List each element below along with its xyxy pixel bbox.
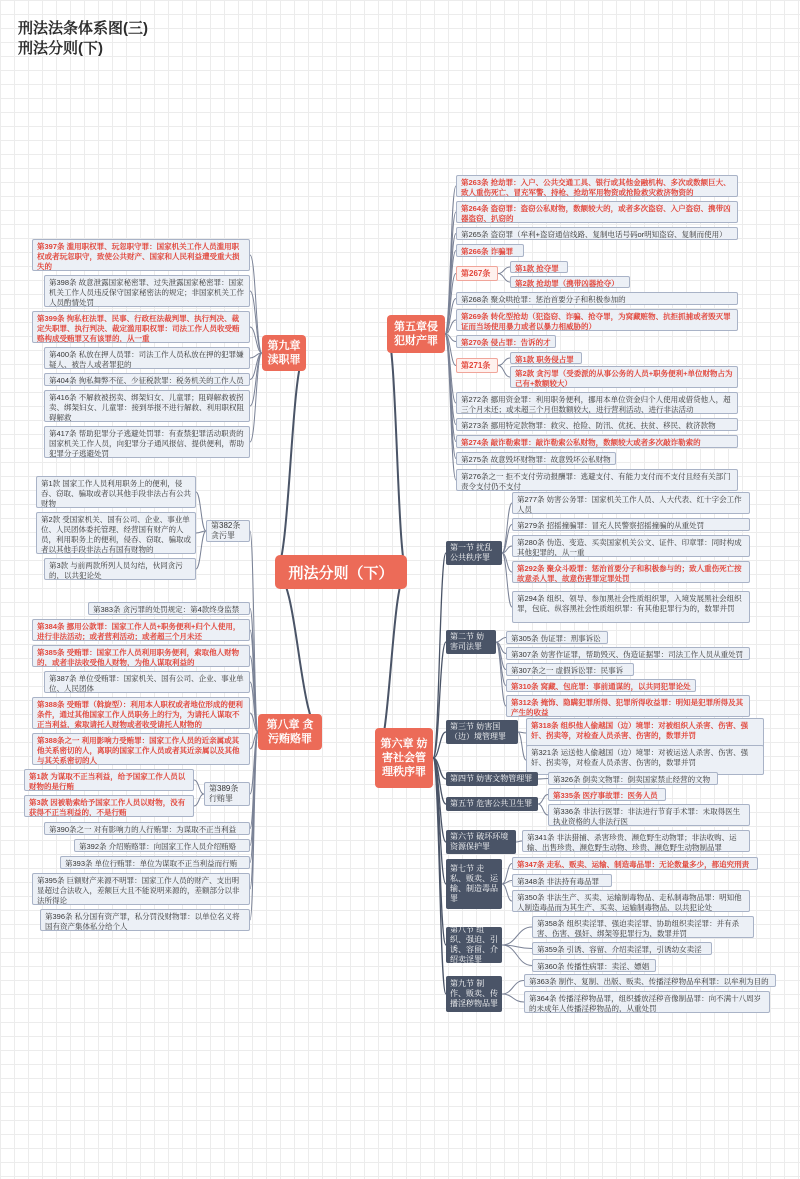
article-274-node[interactable]: 第274条 敲诈勒索罪：敲诈勒索公私财物，数额较大或者多次敲诈勒索的	[456, 435, 738, 448]
article-382-node[interactable]: 第382条 贪污罪	[206, 520, 250, 542]
article-265-node[interactable]: 第265条 盗窃罪（牟利+盗窃通信线路、复制电话号码or明知盗窃、复制而使用）	[456, 227, 738, 240]
article-276-1-node[interactable]: 第276条之一 拒不支付劳动报酬罪：逃避支付、有能力支付而不支付且经有关部门责令支付仍不支付	[456, 469, 738, 491]
connector-line	[502, 884, 512, 901]
connector-line	[433, 553, 446, 758]
connector-line	[538, 779, 548, 780]
article-310-node[interactable]: 第310条 窝藏、包庇罪：事前通谋的，以共同犯罪论处	[506, 679, 696, 692]
connector-line	[538, 804, 548, 815]
section-2-node[interactable]: 第二节 妨害司法罪	[446, 630, 496, 654]
article-271-clause-2-node[interactable]: 第2款 贪污罪（受委派的从事公务的人员+职务便利+单位财物占为己有+数额较大）	[510, 366, 738, 388]
article-383-node[interactable]: 第383条 贪污罪的处罚规定：第4款终身监禁	[88, 602, 250, 615]
chapter-6-node[interactable]: 第六章 妨害社会管理秩序罪	[375, 728, 433, 788]
article-398-node[interactable]: 第398条 故意泄露国家秘密罪、过失泄露国家秘密罪：国家机关工作人员违反保守国家秘密法的规定；非国家机关工作人员酌情处罚	[44, 275, 250, 307]
connector-line	[538, 795, 548, 805]
article-385-node[interactable]: 第385条 受贿罪：国家工作人员利用职务便利，索取他人财物的，或者非法收受他人财物，为他人谋取利益的	[32, 645, 250, 667]
connector-line	[498, 358, 510, 366]
article-389-node[interactable]: 第389条 行贿罪	[204, 782, 250, 806]
article-279-node[interactable]: 第279条 招摇撞骗罪：冒充人民警察招摇撞骗的从重处罚	[512, 518, 750, 531]
article-267-node[interactable]: 第267条	[456, 266, 498, 281]
article-277-node[interactable]: 第277条 妨害公务罪：国家机关工作人员、人大代表、红十字会工作人员	[512, 492, 750, 514]
diagram-subtitle: 刑法分则(下)	[18, 40, 103, 57]
connector-line	[498, 267, 510, 274]
connector-line	[502, 927, 532, 945]
article-326-node[interactable]: 第326条 倒卖文物罪：倒卖国家禁止经营的文物	[548, 772, 718, 785]
article-347-node[interactable]: 第347条 走私、贩卖、运输、制造毒品罪：无论数量多少，都追究刑责	[512, 857, 758, 870]
article-360-node[interactable]: 第360条 传播性病罪：卖淫、嫖娼	[532, 959, 656, 972]
article-382-clause-2-node[interactable]: 第2款 受国家机关、国有公司、企业、事业单位、人民团体委托管理、经营国有财产的人员，利用职务上的便利，侵吞、窃取、骗取或者以其他手段非法占有国有财物的	[36, 512, 196, 554]
article-268-node[interactable]: 第268条 聚众哄抢罪：惩治首要分子和积极参加的	[456, 292, 738, 305]
chapter-9-node[interactable]: 第九章渎职罪	[262, 335, 306, 371]
article-267-clause-2-node[interactable]: 第2款 抢劫罪（携带凶器抢夺）	[510, 276, 630, 288]
section-4-node[interactable]: 第四节 妨害文物管理罪	[446, 772, 538, 786]
article-269-node[interactable]: 第269条 转化型抢劫（犯盗窃、诈骗、抢夺罪，为窝藏赃物、抗拒抓捕或者毁灭罪证而当场使用暴力或者以暴力相威胁的）	[456, 309, 738, 331]
article-382-clause-1-node[interactable]: 第1款 国家工作人员利用职务上的便利，侵吞、窃取、骗取或者以其他手段非法占有公共财物	[36, 476, 196, 508]
connector-line	[498, 366, 510, 378]
section-3-node[interactable]: 第三节 妨害国（边）境管理罪	[446, 720, 518, 744]
section-5-node[interactable]: 第五节 危害公共卫生罪	[446, 797, 538, 811]
article-307-node[interactable]: 第307条 妨害作证罪，帮助毁灭、伪造证据罪：司法工作人员从重处罚	[506, 647, 750, 660]
connector-line	[502, 994, 524, 1002]
connector-line	[194, 780, 204, 794]
article-266-node[interactable]: 第266条 诈骗罪	[456, 244, 524, 257]
article-387-node[interactable]: 第387条 单位受贿罪：国家机关、国有公司、企业、事业单位、人民团体	[44, 671, 250, 693]
article-305-node[interactable]: 第305条 伪证罪：刑事诉讼	[506, 631, 608, 644]
section-9-node[interactable]: 第九节 制作、贩卖、传播淫秽物品罪	[446, 976, 502, 1012]
article-363-node[interactable]: 第363条 制作、复制、出版、贩卖、传播淫秽物品牟利罪：以牟利为目的	[524, 974, 776, 987]
article-336-node[interactable]: 第336条 非法行医罪：非法进行节育手术罪：未取得医生执业资格的人非法行医	[548, 804, 750, 826]
connector-line	[502, 503, 512, 553]
connector-line	[387, 334, 407, 572]
article-271-clause-1-node[interactable]: 第1款 职务侵占罪	[510, 352, 582, 364]
section-6-node[interactable]: 第六节 破坏环境资源保护罪	[446, 830, 516, 854]
article-382-clause-3-node[interactable]: 第3款 与前两款所列人员勾结，伙同贪污的，以共犯论处	[44, 558, 196, 580]
article-350-node[interactable]: 第350条 非法生产、买卖、运输制毒物品、走私制毒物品罪：明知他人制造毒品而为其生产、买卖、运输制毒物品，以共犯论处	[512, 890, 750, 912]
article-358-node[interactable]: 第358条 组织卖淫罪、强迫卖淫罪、协助组织卖淫罪：并有杀害、伤害、强奸、绑架等犯罪行为，数罪并罚	[532, 916, 754, 938]
article-280-node[interactable]: 第280条 伪造、变造、买卖国家机关公文、证件、印章罪：同时构成其他犯罪的，从一重	[512, 535, 750, 557]
article-364-node[interactable]: 第364条 传播淫秽物品罪，组织播放淫秽音像制品罪：向不满十八周岁的未成年人传播淫秽物品的，从重处罚	[524, 991, 770, 1013]
article-264-node[interactable]: 第264条 盗窃罪：盗窃公私财物，数额较大的，或者多次盗窃、入户盗窃、携带凶器盗窃、扒窃的	[456, 201, 738, 223]
article-393-node[interactable]: 第393条 单位行贿罪：单位为谋取不正当利益而行贿	[60, 856, 250, 869]
article-388-node[interactable]: 第388条 受贿罪（斡旋型）：利用本人职权或者地位形成的便利条件，通过其他国家工作人员职务上的行为，为请托人谋取不正当利益，索取请托人财物或者收受请托人财物的	[32, 697, 250, 729]
connector-line	[502, 981, 524, 995]
article-389-clause-3-node[interactable]: 第3款 因被勒索给予国家工作人员以财物，没有获得不正当利益的，不是行贿	[24, 795, 194, 817]
connector-line	[194, 794, 204, 806]
article-307-1-node[interactable]: 第307条之一 虚假诉讼罪：民事诉	[506, 663, 634, 676]
connector-line	[275, 572, 322, 732]
article-388-1-node[interactable]: 第388条之一 利用影响力受贿罪：国家工作人员的近亲属或其他关系密切的人，离职的国家工作人员或者其近亲属以及其他与其关系密切的人	[32, 733, 250, 765]
connector-line	[502, 881, 512, 885]
article-390-1-node[interactable]: 第390条之一 对有影响力的人行贿罪：为谋取不正当利益	[44, 822, 250, 835]
article-273-node[interactable]: 第273条 挪用特定款物罪：救灾、抢险、防汛、优抚、扶贫、移民、救济款物	[456, 418, 738, 431]
article-384-node[interactable]: 第384条 挪用公款罪：国家工作人员+职务便利+归个人使用，进行非法活动；或者营利活动；或者超三个月未还	[32, 619, 250, 641]
article-271-node[interactable]: 第271条	[456, 358, 498, 373]
article-417-node[interactable]: 第417条 帮助犯罪分子逃避处罚罪：有查禁犯罪活动职责的国家机关工作人员，向犯罪分子通风报信、提供便利，帮助犯罪分子逃避处罚	[44, 426, 250, 458]
article-294-node[interactable]: 第294条 组织、领导、参加黑社会性质组织罪，入境发展黑社会组织罪，包庇、纵容黑社会性质组织罪：有其他犯罪行为的，数罪并罚	[512, 591, 750, 623]
chapter-8-node[interactable]: 第八章 贪污贿赂罪	[258, 714, 322, 750]
article-321-node[interactable]: 第321条 运送他人偷越国（边）境罪：对被运送人杀害、伤害、强奸、拐卖等，对检查人员杀害、伤害的，数罪并罚	[526, 745, 764, 775]
connector-line	[275, 353, 306, 572]
article-400-node[interactable]: 第400条 私放在押人员罪：司法工作人员私放在押的犯罪嫌疑人、被告人或者罪犯的	[44, 347, 250, 369]
article-263-node[interactable]: 第263条 抢劫罪：入户、公共交通工具、银行或其他金融机构、多次或数额巨大、致人重伤死亡、冒充军警、持枪、抢劫军用物资或抢险救灾救济物资的	[456, 175, 738, 197]
connector-line	[196, 531, 206, 569]
article-318-node[interactable]: 第318条 组织他人偷越国（边）境罪：对被组织人杀害、伤害、强奸、拐卖等，对检查人员杀害、伤害的，数罪并罚	[526, 718, 764, 748]
article-399-node[interactable]: 第399条 徇私枉法罪、民事、行政枉法裁判罪、执行判决、裁定失职罪、执行判决、裁定滥用职权罪：司法工作人员收受贿赂构成受贿罪又有该罪的，从一重	[32, 311, 250, 343]
article-404-node[interactable]: 第404条 徇私舞弊不征、少征税款罪：税务机关的工作人员	[44, 373, 250, 386]
center-node[interactable]: 刑法分则（下）	[275, 555, 407, 589]
connector-line	[496, 638, 506, 643]
article-272-node[interactable]: 第272条 挪用资金罪：利用职务便利，挪用本单位资金归个人使用或借贷他人，超三个月未还；或未超三个月但数额较大，进行营利活动、进行非法活动	[456, 392, 738, 414]
connector-line	[496, 642, 506, 706]
connector-line	[445, 334, 456, 480]
connector-line	[518, 732, 526, 760]
article-397-node[interactable]: 第397条 滥用职权罪、玩忽职守罪：国家机关工作人员滥用职权或者玩忽职守，致使公共财产、国家和人民利益遭受重大损失的	[32, 239, 250, 271]
article-395-node[interactable]: 第395条 巨额财产来源不明罪：国家工作人员的财产、支出明显超过合法收入，差额巨大且不能说明来源的，差额部分以非法所得论	[32, 873, 250, 905]
section-1-node[interactable]: 第一节 扰乱公共秩序罪	[446, 541, 502, 565]
connector-line	[196, 492, 206, 531]
article-292-node[interactable]: 第292条 聚众斗殴罪：惩治首要分子和积极参与的；致人重伤死亡按故意杀人罪、故意伤害罪定罪处罚	[512, 561, 750, 583]
article-267-clause-1-node[interactable]: 第1款 抢夺罪	[510, 261, 568, 273]
diagram-title: 刑法法条体系图(三)	[18, 20, 148, 37]
article-312-node[interactable]: 第312条 掩饰、隐瞒犯罪所得、犯罪所得收益罪：明知是犯罪所得及其产生的收益	[506, 695, 750, 717]
article-348-node[interactable]: 第348条 非法持有毒品罪	[512, 874, 612, 887]
article-359-node[interactable]: 第359条 引诱、容留、介绍卖淫罪，引诱幼女卖淫	[532, 942, 712, 955]
connector-line	[498, 274, 510, 283]
article-270-node[interactable]: 第270条 侵占罪：告诉的才	[456, 335, 556, 348]
section-7-node[interactable]: 第七节 走私、贩卖、运输、制造毒品罪	[446, 859, 502, 909]
article-335-node[interactable]: 第335条 医疗事故罪：医务人员	[548, 788, 666, 801]
article-341-node[interactable]: 第341条 非法猎捕、杀害珍贵、濒危野生动物罪；非法收购、运输、出售珍贵、濒危野生动物、珍贵、濒危野生动物制品罪	[522, 830, 750, 852]
section-8-node[interactable]: 第八节 组织、强迫、引诱、容留、介绍卖淫罪	[446, 927, 502, 963]
article-416-node[interactable]: 第416条 不解救被拐卖、绑架妇女、儿童罪；阻碍解救被拐卖、绑架妇女、儿童罪：接到举报不进行解救、利用职权阻碍解救	[44, 390, 250, 422]
chapter-5-node[interactable]: 第五章侵犯财产罪	[387, 315, 445, 353]
article-396-node[interactable]: 第396条 私分国有资产罪，私分罚没财物罪：以单位名义将国有资产集体私分给个人	[40, 909, 250, 931]
article-389-clause-1-node[interactable]: 第1款 为谋取不正当利益，给予国家工作人员以财物的是行贿	[24, 769, 194, 791]
connector-line	[433, 758, 446, 945]
article-392-node[interactable]: 第392条 介绍贿赂罪：向国家工作人员介绍贿赂	[74, 839, 250, 852]
article-275-node[interactable]: 第275条 故意毁坏财物罪：故意毁坏公私财物	[456, 452, 616, 465]
connector-line	[445, 186, 456, 334]
